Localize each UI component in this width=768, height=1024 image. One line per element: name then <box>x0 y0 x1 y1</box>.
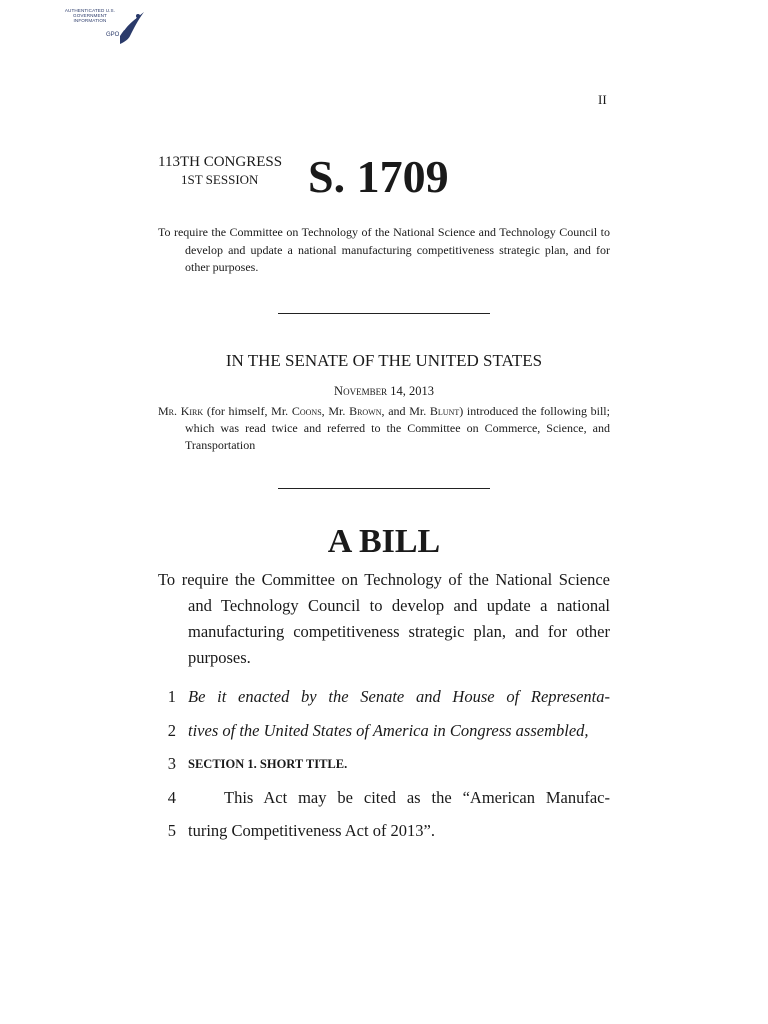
line-number: 2 <box>167 721 176 740</box>
introduction-paragraph <box>158 403 610 454</box>
enacting-clause-line: Be it enacted by the Senate and House of Representa- <box>188 687 610 706</box>
cosponsor-prefix: (for himself, Mr. <box>206 404 289 418</box>
line-number: 3 <box>167 754 176 773</box>
seal-text: AUTHENTICATED U.S. GOVERNMENT INFORMATION <box>64 8 116 24</box>
cosponsor-name: Coons <box>291 404 322 418</box>
bill-purpose-summary: To require the Committee on Technology of the National Science and Technology Council to develop and update a national manufacturing competitiveness strategic plan, and for other purposes. <box>158 225 610 274</box>
line-number: 4 <box>167 788 176 807</box>
section-text-line: turing Competitiveness Act of 2013”. <box>188 821 436 840</box>
section-text-line: This Act may be cited as the “American Manufac- <box>224 788 610 807</box>
sponsor-name: Mr. Kirk <box>158 404 204 418</box>
bill-purpose: To require the Committee on Technology of the National Science and Technology Council to develop and update a national manufacturing competitiveness strategic plan, and for other purposes. <box>158 570 610 667</box>
section-heading: SECTION 1. SHORT TITLE. <box>188 757 348 771</box>
enacting-clause-line: tives of the United States of America in Congress assembled, <box>188 721 589 740</box>
session-label: 1ST SESSION <box>181 172 259 187</box>
introduction-date: November 14, 2013 <box>334 384 434 398</box>
bill-number: S. 1709 <box>308 151 449 202</box>
cosponsor-separator: , Mr. <box>321 404 346 418</box>
divider-rule <box>278 488 490 489</box>
bill-heading: A BILL <box>327 523 441 560</box>
cosponsor-name: Brown <box>349 404 382 418</box>
line-number: 1 <box>167 687 176 706</box>
line-number: 5 <box>167 821 176 840</box>
gpo-authentication-seal <box>62 4 146 48</box>
congress-label: 113TH CONGRESS <box>158 154 283 170</box>
chamber-heading: IN THE SENATE OF THE UNITED STATES <box>225 351 543 370</box>
page-marker: II <box>598 92 607 107</box>
cosponsor-separator: , and Mr. <box>381 404 427 418</box>
seal-gpo-label: GPO <box>106 32 120 38</box>
cosponsor-name: Blunt <box>429 404 460 418</box>
introduction-rest: ) introduced the following bill; which was read twice and referred to the Committee on Commerce, Science, and Transportation <box>185 404 610 452</box>
eagle-icon <box>116 6 146 46</box>
divider-rule <box>278 313 490 314</box>
